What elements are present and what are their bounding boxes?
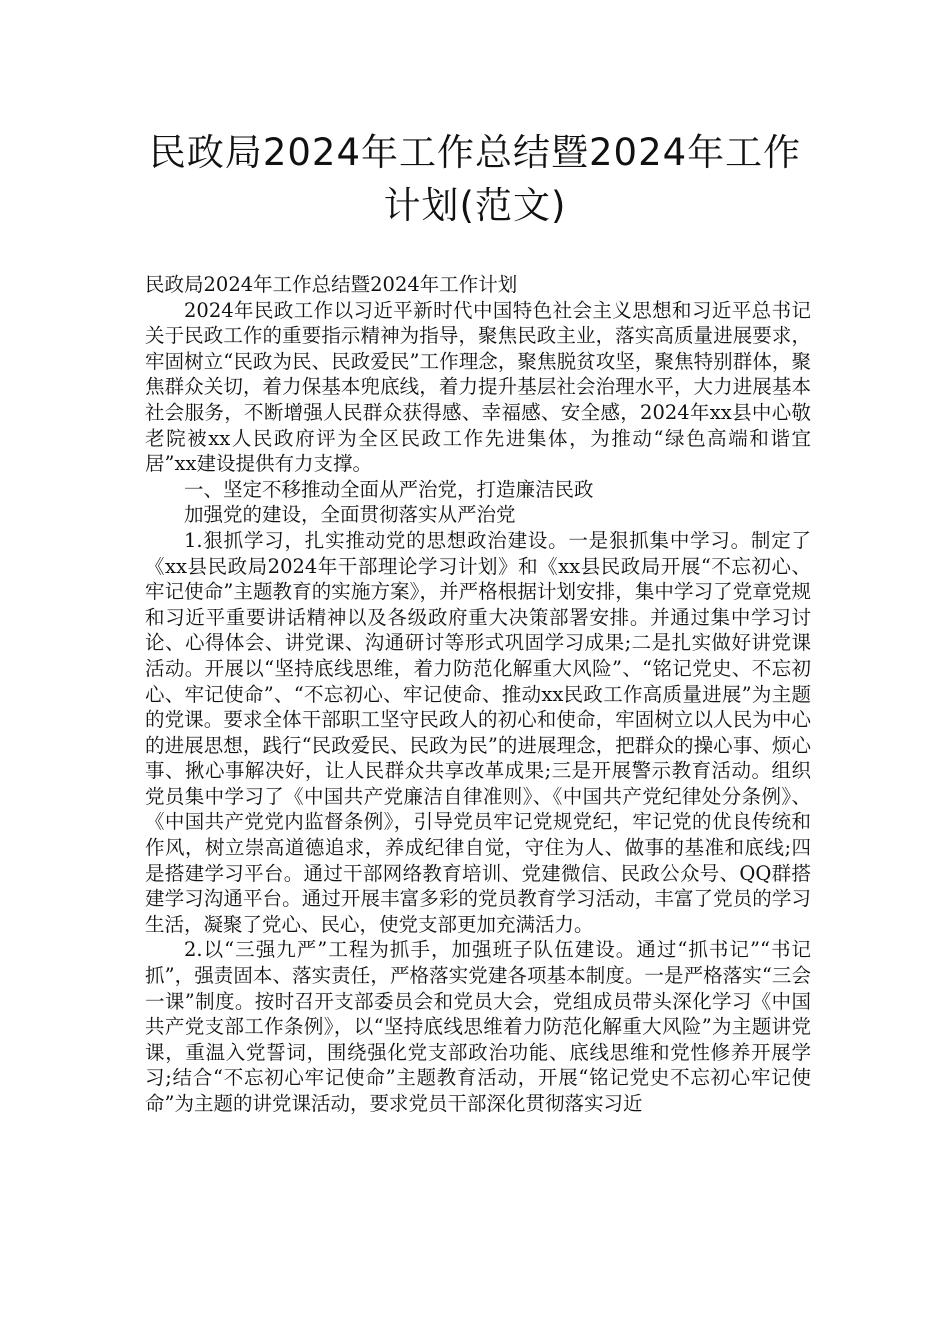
document-subtitle: 民政局2024年工作总结暨2024年工作计划 [145,273,518,296]
title-line-2: 计划(范文) [383,184,567,227]
document-body [145,272,811,1117]
section-heading: 一、坚定不移推动全面从严治党，打造廉洁民政 [184,477,594,501]
title-line-1: 民政局2024年工作总结暨2024年工作 [148,131,802,174]
paragraph-item-1: 1.狠抓学习，扎实推动党的思想政治建设。一是狠抓集中学习。制定了《xx县民政局2024年干部理论学习计划》和《xx县民政局开展“不忘初心、牢记使命”主题教育的实施方案》，并严格根据计划安排，集中学习了党章党规和习近平重要讲话精神以及各级政府重大决策部署安排。并通过集中学习讨论、心得体会、讲党课、沟通研讨等形式巩固学习成果;二是扎实做好讲党课活动。开展以“坚持底线思维，着力防范化解重大风险”、“铭记党史、不忘初心、牢记使命”、“不忘初心、牢记使命、推动xx民政工作高质量进展”为主题的党课。要求全体干部职工坚守民政人的初心和使命，牢固树立以人民为中心的进展思想，践行“民政爱民、民政为民”的进展理念，把群众的操心事、烦心事、揪心事解决好，让人民群众共享改革成果;三是开展警示教育活动。组织党员集中学习了《中国共产党廉洁自律准则》、《中国共产党纪律处分条例》、《中国共产党党内监督条例》，引导党员牢记党规党纪，牢记党的优良传统和作风，树立崇高道德追求，养成纪律自觉，守住为人、做事的基准和底线;四是搭建学习平台。通过干部网络教育培训、党建微信、民政公众号、QQ群搭建学习沟通平台。通过开展丰富多彩的党员教育学习活动，丰富了党员的学习生活，凝聚了党心、民心，使党支部更加充满活力。 [145,528,811,936]
document-title [100,126,850,232]
paragraph-intro: 2024年民政工作以习近平新时代中国特色社会主义思想和习近平总书记关于民政工作的重要指示精神为指导，聚焦民政主业，落实高质量进展要求，牢固树立“民政为民、民政爱民”工作理念，聚焦脱贫攻坚，聚焦特别群体，聚焦群众关切，着力保基本兜底线，着力提升基层社会治理水平，大力进展基本社会服务，不断增强人民群众获得感、幸福感、安全感，2024年xx县中心敬老院被xx人民政府评为全区民政工作先进集体，为推动“绿色高端和谐宜居”xx建设提供有力支撑。 [145,298,811,476]
subsection-heading: 加强党的建设，全面贯彻落实从严治党 [184,503,516,527]
paragraph-item-2: 2.以“三强九严”工程为抓手，加强班子队伍建设。通过“抓书记”“书记抓”，强责固本、落实责任，严格落实党建各项基本制度。一是严格落实“三会一课”制度。按时召开支部委员会和党员大会，党组成员带头深化学习《中国共产党支部工作条例》，以“坚持底线思维着力防范化解重大风险”为主题讲党课，重温入党誓词，围绕强化党支部政治功能、底线思维和党性修养开展学习;结合“不忘初心牢记使命”主题教育活动，开展“铭记党史不忘初心牢记使命”为主题的讲党课活动，要求党员干部深化贯彻落实习近 [145,938,811,1115]
